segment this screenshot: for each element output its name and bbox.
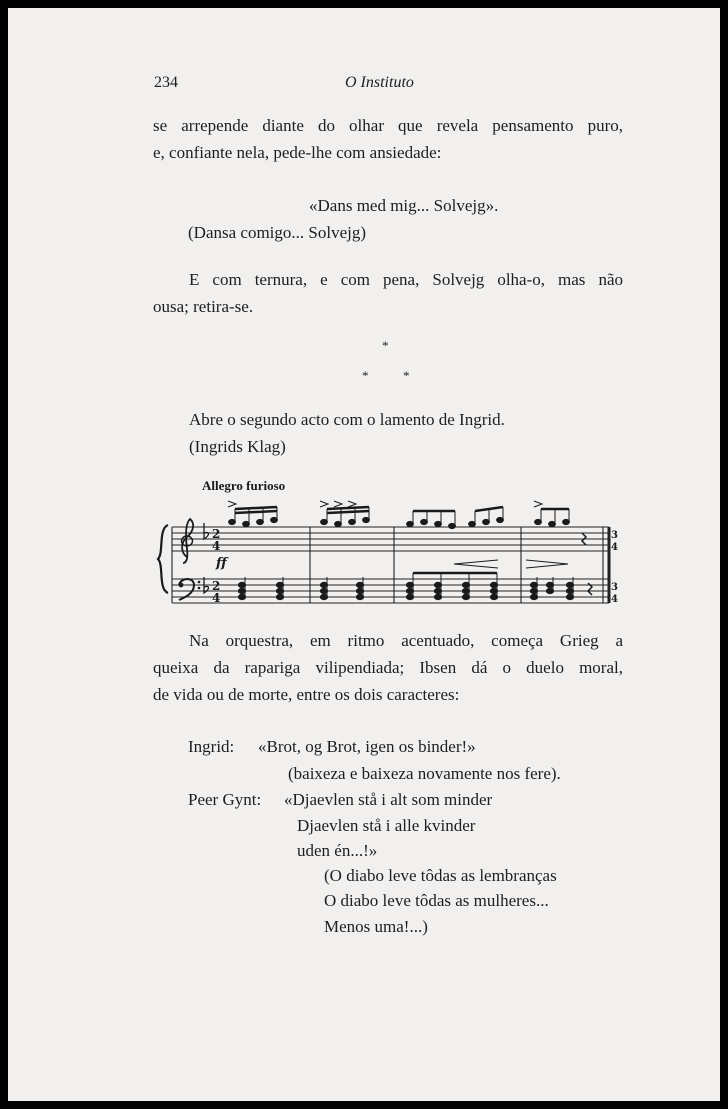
paragraph-1-line-2: e, confiante nela, pede-lhe com ansiedade: — [153, 143, 442, 162]
page-number: 234 — [154, 74, 178, 91]
paragraph-3-line-1: Abre o segundo acto com o lamento de Ingrid. — [189, 410, 505, 429]
quote-translation: (Dansa comigo... Solvejg) — [188, 223, 366, 242]
paragraph-2-line-1: E com ternura, e com pena, Solvejg olha-o, mas não — [189, 270, 623, 289]
svg-text:4: 4 — [212, 539, 221, 553]
bass-notes — [238, 573, 592, 600]
hairpins — [454, 560, 568, 568]
asterism-right: * — [403, 368, 410, 383]
paragraph-1-line-1: se arrepende diante do olhar que revela pensamento puro, — [153, 116, 623, 135]
peer-translation-3: Menos uma!...) — [324, 917, 428, 936]
grand-staff-brace — [158, 525, 168, 593]
bass-staff — [172, 579, 609, 603]
peer-translation-1: (O diabo leve tôdas as lembranças — [324, 866, 557, 885]
svg-text:4: 4 — [611, 594, 618, 605]
svg-text:4: 4 — [611, 542, 618, 553]
treble-clef-icon — [182, 519, 194, 563]
svg-text:3: 3 — [611, 582, 618, 593]
peer-translation-2: O diabo leve tôdas as mulheres... — [324, 891, 549, 910]
music-score — [154, 493, 618, 621]
paragraph-4-line-3: de vida ou de morte, entre os dois caracteres: — [153, 685, 460, 704]
ingrid-translation: (baixeza e baixeza novamente nos fere). — [288, 764, 561, 783]
peer-line-1: «Djaevlen stå i alt som minder — [284, 790, 493, 809]
book-page — [8, 8, 720, 1101]
svg-text:2: 2 — [212, 527, 221, 541]
svg-text:4: 4 — [212, 591, 221, 605]
treble-staff — [172, 527, 609, 551]
paragraph-4-line-1: Na orquestra, em ritmo acentuado, começa Grieg a — [189, 631, 623, 650]
speaker-peer-gynt: Peer Gynt: — [188, 790, 262, 809]
running-title: O Instituto — [345, 74, 414, 91]
barlines — [172, 527, 609, 603]
peer-line-2: Djaevlen stå i alle kvinder — [297, 816, 476, 835]
paragraph-4-line-2: queixa da rapariga vilipendiada; Ibsen dá o duelo moral, — [153, 658, 623, 677]
ingrid-line: «Brot, og Brot, igen os binder!» — [258, 737, 476, 756]
tempo-marking: Allegro furioso — [202, 478, 286, 493]
quote-original: «Dans med mig... Solvejg». — [309, 196, 499, 215]
dynamic-marking: ff — [216, 556, 227, 571]
peer-line-3: uden én...!» — [297, 841, 378, 860]
svg-text:2: 2 — [212, 579, 221, 593]
asterism-left: * — [362, 368, 369, 383]
speaker-ingrid: Ingrid: — [188, 737, 235, 756]
paragraph-3-line-2: (Ingrids Klag) — [189, 437, 286, 456]
paragraph-2-line-2: ousa; retira-se. — [153, 297, 254, 316]
svg-text:3: 3 — [611, 530, 618, 541]
asterism-top: * — [382, 338, 389, 353]
